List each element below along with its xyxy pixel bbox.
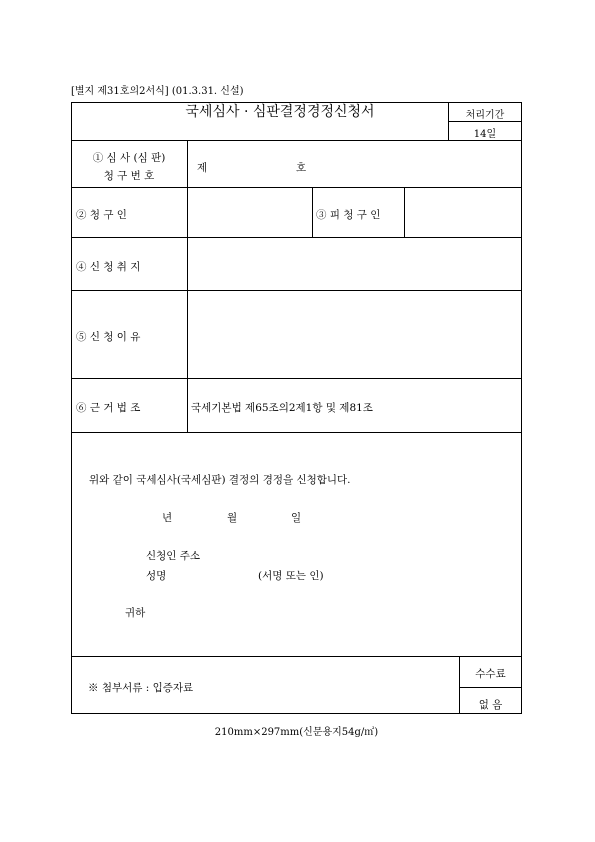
fee-label: 수수료 xyxy=(475,668,506,680)
processing-label: 처리기간 xyxy=(465,110,505,121)
applicant-address-label: 신청인 주소 xyxy=(146,550,201,562)
purpose-label: ④ 신 청 취 지 xyxy=(76,261,141,273)
fee-value: 없 음 xyxy=(478,699,503,711)
legal-basis-value: 국세기본법 제65조의2제1항 및 제81조 xyxy=(191,402,373,414)
reason-field[interactable] xyxy=(189,292,520,376)
request-no-label-line1: ① 심 사 (심 판) xyxy=(92,152,166,164)
divider xyxy=(71,656,522,657)
request-no-label-line2: 청 구 번 호 xyxy=(103,170,155,182)
signature-note: (서명 또는 인) xyxy=(258,570,324,582)
purpose-field[interactable] xyxy=(189,239,520,288)
request-no-suffix: 호 xyxy=(296,162,307,174)
divider xyxy=(71,237,522,238)
divider xyxy=(71,432,522,433)
claimant-field[interactable] xyxy=(189,189,310,235)
date-month: 월 xyxy=(227,512,238,524)
applicant-name-label: 성명 xyxy=(146,570,167,582)
paper-spec-footer: 210mm×297mm(신문용지54g/㎡) xyxy=(214,727,379,738)
request-no-prefix: 제 xyxy=(197,162,208,174)
divider xyxy=(404,187,405,237)
date-year: 년 xyxy=(162,512,173,524)
processing-value: 14일 xyxy=(473,129,497,140)
divider xyxy=(71,378,522,379)
respondent-label: ③ 피 청 구 인 xyxy=(316,209,381,221)
reason-label: ⑤ 신 청 이 유 xyxy=(76,331,141,343)
divider xyxy=(71,290,522,291)
divider xyxy=(71,187,522,188)
divider xyxy=(448,121,522,122)
form-title: 국세심사 · 심판결정경정신청서 xyxy=(185,104,375,120)
claimant-label: ② 청 구 인 xyxy=(76,209,127,221)
request-no-field[interactable] xyxy=(208,154,292,172)
divider xyxy=(312,187,313,237)
divider xyxy=(187,140,188,432)
attachments-note: ※ 첨부서류 : 입증자료 xyxy=(88,682,194,694)
date-day: 일 xyxy=(291,512,302,524)
respondent-field[interactable] xyxy=(406,189,520,235)
divider xyxy=(459,687,522,688)
statement-text: 위와 같이 국세심사(국세심판) 결정의 경정을 신청합니다. xyxy=(89,474,351,486)
divider xyxy=(71,140,522,141)
legal-basis-label: ⑥ 근 거 법 조 xyxy=(76,402,141,414)
recipient-label: 귀하 xyxy=(125,607,146,619)
form-header-note: [별지 제31호의2서식] (01.3.31. 신설) xyxy=(71,86,244,97)
